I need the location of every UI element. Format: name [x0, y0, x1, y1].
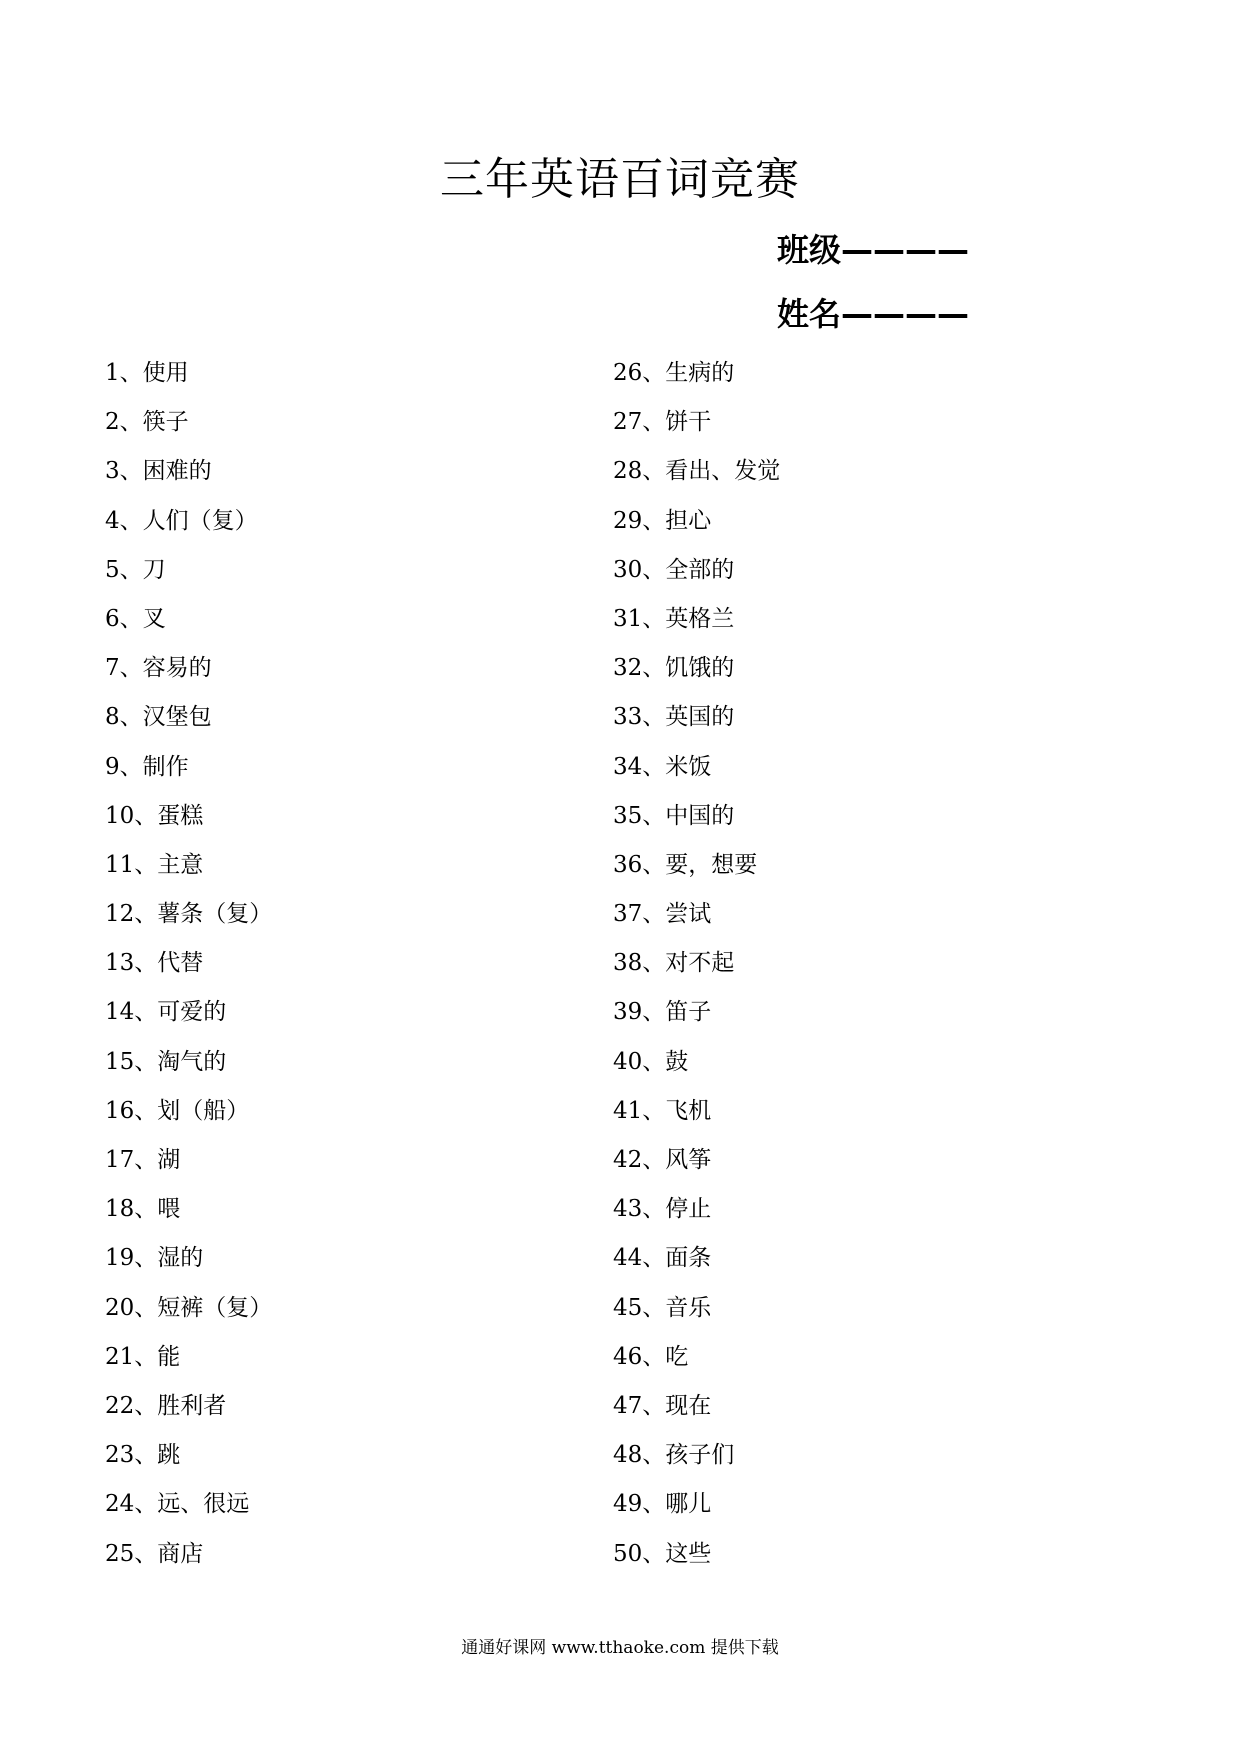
word-item: 4、人们（复） — [105, 507, 258, 534]
word-item: 23、跳 — [105, 1442, 181, 1469]
word-item: 46、吃 — [613, 1343, 689, 1370]
word-item: 34、米饭 — [613, 753, 712, 780]
word-item: 18、喂 — [105, 1196, 181, 1223]
word-item: 37、尝试 — [613, 901, 712, 928]
word-item: 47、现在 — [613, 1392, 712, 1419]
word-item: 2、筷子 — [105, 409, 189, 436]
word-item: 49、哪儿 — [613, 1491, 712, 1518]
word-item: 36、要，想要 — [613, 851, 758, 878]
word-item: 28、看出、发觉 — [613, 458, 781, 485]
word-item: 21、能 — [105, 1343, 181, 1370]
footer-download-notice: 通通好课网 www.tthaoke.com 提供下载 — [461, 1638, 779, 1658]
word-item: 12、薯条（复） — [105, 901, 273, 928]
word-item: 44、面条 — [613, 1245, 712, 1272]
word-item: 3、困难的 — [105, 458, 212, 485]
word-item: 33、英国的 — [613, 704, 735, 731]
word-item: 48、孩子们 — [613, 1442, 735, 1469]
word-item: 7、容易的 — [105, 655, 212, 682]
word-item: 25、商店 — [105, 1540, 204, 1567]
word-item: 30、全部的 — [613, 556, 735, 583]
word-list-left — [105, 352, 272, 1582]
word-item: 13、代替 — [105, 950, 204, 977]
page-title: 三年英语百词竞赛 — [440, 154, 800, 205]
word-item: 35、中国的 — [613, 802, 735, 829]
class-field: 班级———— — [777, 231, 970, 269]
word-item: 39、笛子 — [613, 999, 712, 1026]
name-field: 姓名———— — [777, 295, 970, 333]
word-item: 50、这些 — [613, 1540, 712, 1567]
word-item: 32、饥饿的 — [613, 655, 735, 682]
word-item: 10、蛋糕 — [105, 802, 204, 829]
word-item: 42、风筝 — [613, 1147, 712, 1173]
word-item: 14、可爱的 — [105, 999, 227, 1026]
word-item: 31、英格兰 — [613, 605, 735, 632]
word-item: 16、划（船） — [105, 1097, 250, 1124]
word-item: 20、短裤（复） — [105, 1294, 273, 1321]
word-item: 19、湿的 — [105, 1245, 204, 1272]
word-item: 6、叉 — [105, 605, 166, 632]
word-item: 24、远、很远 — [105, 1491, 250, 1518]
word-list-right — [613, 352, 780, 1582]
word-item: 1、使用 — [105, 360, 189, 386]
word-item: 17、湖 — [105, 1147, 181, 1173]
word-item: 22、胜利者 — [105, 1392, 227, 1419]
word-item: 15、淘气的 — [105, 1048, 227, 1075]
word-item: 38、对不起 — [613, 950, 735, 977]
word-item: 9、制作 — [105, 753, 189, 780]
word-item: 40、鼓 — [613, 1048, 689, 1075]
word-item: 11、主意 — [105, 851, 204, 878]
word-item: 26、生病的 — [613, 360, 735, 386]
word-item: 29、担心 — [613, 507, 712, 534]
word-item: 27、饼干 — [613, 409, 712, 436]
word-item: 41、飞机 — [613, 1097, 712, 1124]
word-item: 5、刀 — [105, 556, 166, 583]
word-item: 43、停止 — [613, 1196, 712, 1223]
word-item: 45、音乐 — [613, 1294, 712, 1321]
word-item: 8、汉堡包 — [105, 704, 212, 731]
